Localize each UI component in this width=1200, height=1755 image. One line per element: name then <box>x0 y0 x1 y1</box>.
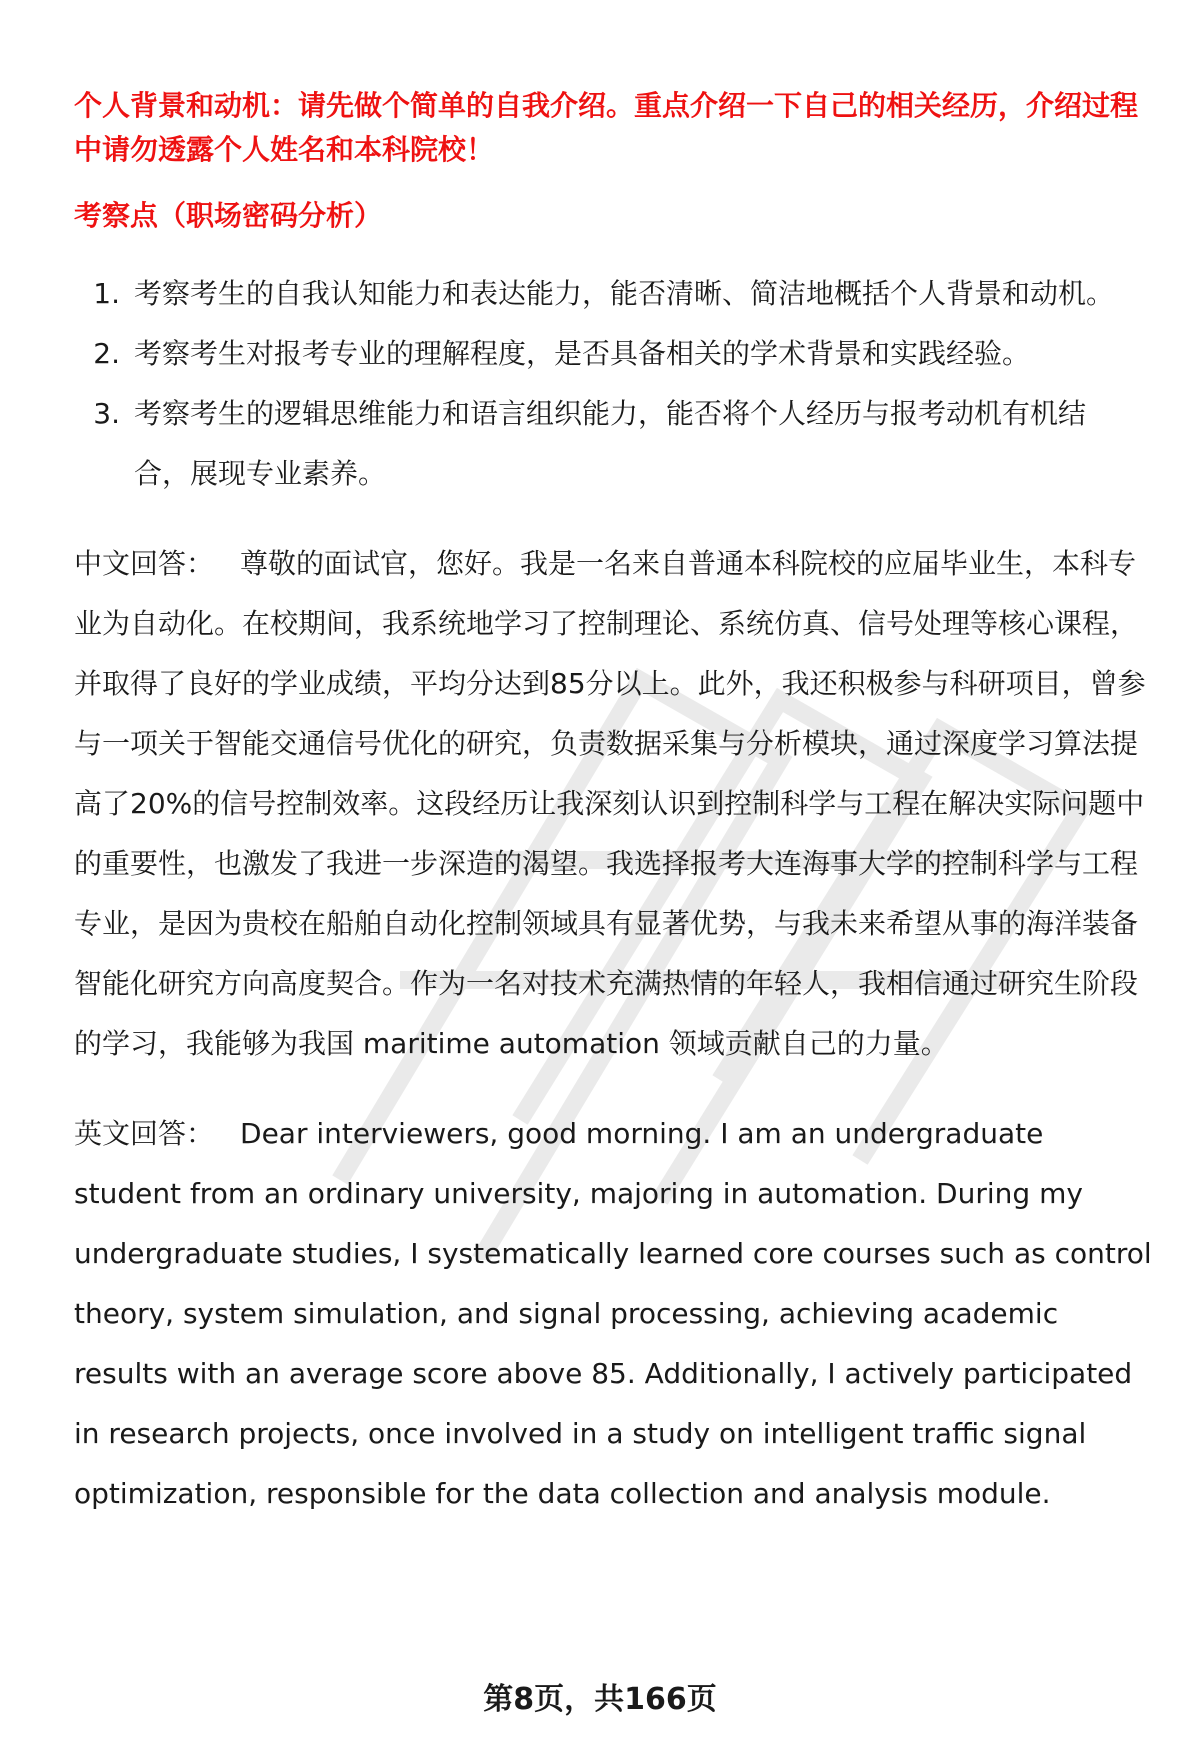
page-number-footer: 第8页，共166页 <box>483 1682 717 1717</box>
english-answer-label: 英文回答： <box>74 1117 215 1150</box>
list-item <box>74 384 1154 504</box>
list-item-number: 1. <box>93 277 120 310</box>
list-item <box>74 324 1154 384</box>
question-heading: 个人背景和动机：请先做个简单的自我介绍。重点介绍一下自己的相关经历，介绍过程中请勿透露个人姓名和本科院校！ <box>74 89 1139 166</box>
chinese-answer <box>74 534 1154 1074</box>
assessment-points-list <box>74 264 1154 504</box>
list-item-text: 考察考生的逻辑思维能力和语言组织能力，能否将个人经历与报考动机有机结合，展现专业素养。 <box>134 397 1087 490</box>
english-answer <box>74 1104 1154 1524</box>
list-item <box>74 264 1154 324</box>
chinese-answer-label: 中文回答： <box>74 547 215 580</box>
section-heading: 考察点（职场密码分析） <box>74 199 383 232</box>
list-item-number: 3. <box>93 397 120 430</box>
list-item-text: 考察考生的自我认知能力和表达能力，能否清晰、简洁地概括个人背景和动机。 <box>134 277 1115 310</box>
list-item-number: 2. <box>93 337 120 370</box>
chinese-answer-text: 尊敬的面试官，您好。我是一名来自普通本科院校的应届毕业生，本科专业为自动化。在校期间，我系统地学习了控制理论、系统仿真、信号处理等核心课程，并取得了良好的学业成绩，平均分达到85分以上。此外，我还积极参与科研项目，曾参与一项关于智能交通信号优化的研究，负责数据采集与分析模块，通过深度学习算法提高了20%的信号控制效率。这段经历让我深刻认识到控制科学与工程在解决实际问题中的重要性，也激发了我进一步深造的渴望。我选择报考大连海事大学的控制科学与工程专业，是因为贵校在船舶自动化控制领域具有显著优势，与我未来希望从事的海洋装备智能化研究方向高度契合。作为一名对技术充满热情的年轻人，我相信通过研究生阶段的学习，我能够为我国 maritime automation 领域贡献自己的力量。 <box>74 547 1146 1060</box>
document-content <box>74 84 1154 1524</box>
english-answer-text: Dear interviewers, good morning. I am an undergraduate student from an ordinary university, majoring in automation. During my undergraduate studies, I systematically learned core courses such as control theory, system simulation, and signal processing, achieving academic results with an average score above 85. Additionally, I actively participated in research projects, once involved in a study on intelligent traffic signal optimization, responsible for the data collection and analysis module. <box>74 1117 1152 1510</box>
list-item-text: 考察考生对报考专业的理解程度，是否具备相关的学术背景和实践经验。 <box>134 337 1031 370</box>
